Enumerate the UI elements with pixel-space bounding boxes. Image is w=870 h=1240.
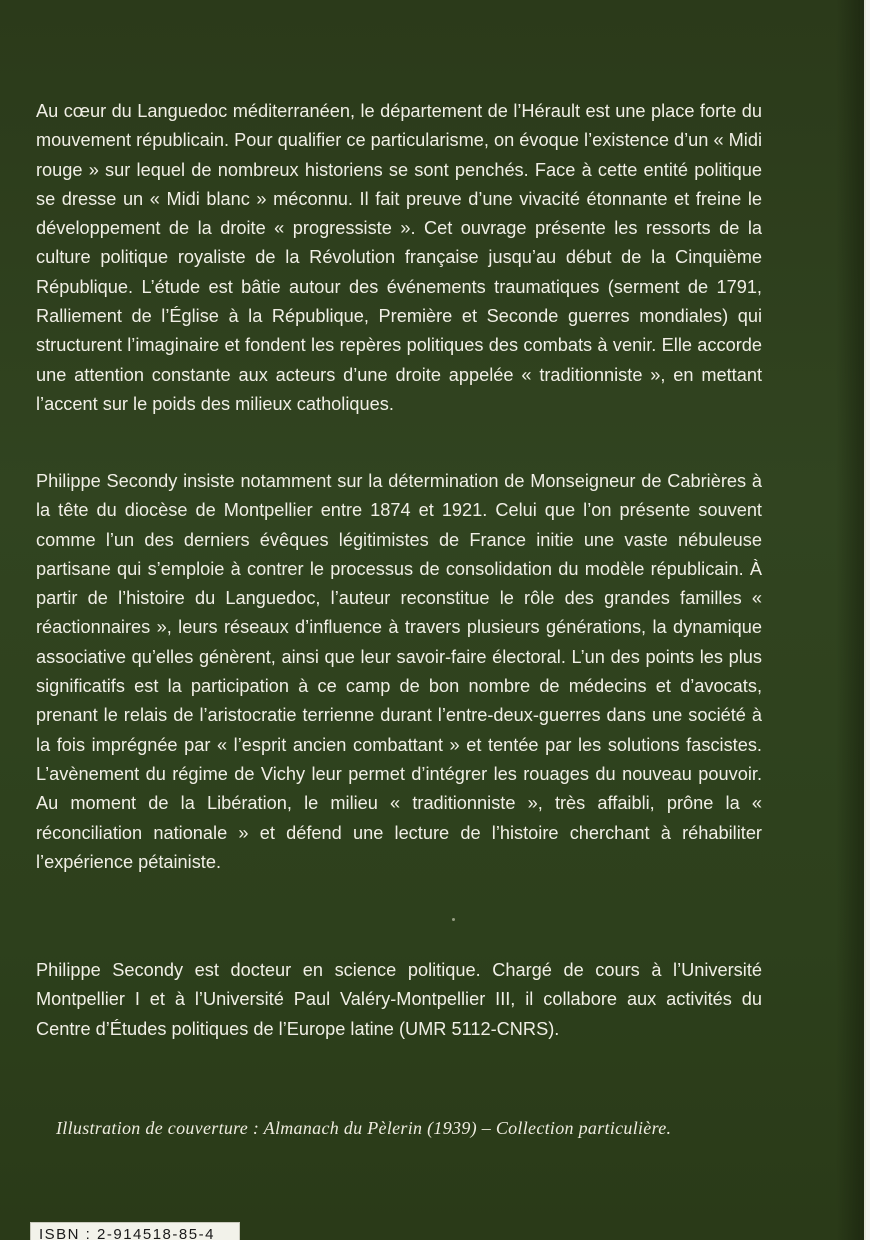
summary-paragraph-2: Philippe Secondy insiste notamment sur la détermination de Monseigneur de Cabrières à la tête du diocèse de Montpellier entre 1874 et 1921. Celui que l’on présente souvent comme l’un des derniers évêques légitimistes de France initie une vaste nébuleuse partisane qui s’emploie à contrer le processus de consolidation du modèle républicain. À partir de l’histoire du Languedoc, l’auteur reconstitue le rôle des grandes familles « réactionnaires », leurs réseaux d’influence à travers plusieurs générations, la dynamique associative qu’elles génèrent, ainsi que leur savoir-faire électoral. L’un des points les plus significatifs est la participation à ce camp de bon nombre de médecins et d’avocats, prenant le relais de l’aristocratie terrienne durant l’entre-deux-guerres dans une société à la fois imprégnée par « l’esprit ancien combattant » et tentée par les solutions fascistes. L’avènement du régime de Vichy leur permet d’intégrer les rouages du nouveau pouvoir. Au moment de la Libération, le milieu « traditionniste », très affaibli, prône la « réconciliation nationale » et défend une lecture de l’histoire cherchant à réhabiliter l’expérience pétainiste. (36, 471, 762, 872)
author-bio: Philippe Secondy est docteur en science politique. Chargé de cours à l’Université Montpellier I et à l’Université Paul Valéry-Montpellier III, il collabore aux activités du Centre d’Études politiques de l’Europe latine (UMR 5112-CNRS). (36, 960, 762, 1039)
summary-paragraph-1: Au cœur du Languedoc méditerranéen, le département de l’Hérault est une place forte du mouvement républicain. Pour qualifier ce particularisme, on évoque l’existence d’un « Midi rouge » sur lequel de nombreux historiens se sont penchés. Face à cette entité politique se dresse un « Midi blanc » méconnu. Il fait preuve d’une vivacité étonnante et freine le développement de la droite « progressiste ». Cet ouvrage présente les ressorts de la culture politique royaliste de la Révolution française jusqu’au début de la Cinquième République. L’étude est bâtie autour des événements traumatiques (serment de 1791, Ralliement de l’Église à la République, Première et Seconde guerres mondiales) qui structurent l’imaginaire et fondent les repères politiques des combats à venir. Elle accorde une attention constante aux acteurs d’une droite appelée « traditionniste », en mettant l’accent sur le poids des milieux catholiques. (36, 101, 762, 414)
isbn-label (30, 1222, 240, 1240)
cover-illustration-credit: Illustration de couverture : Almanach du Pèlerin (1939) – Collection particulière. (56, 1118, 672, 1138)
isbn-number: ISBN : 2-914518-85-4 (39, 1226, 215, 1240)
speck (452, 918, 455, 921)
